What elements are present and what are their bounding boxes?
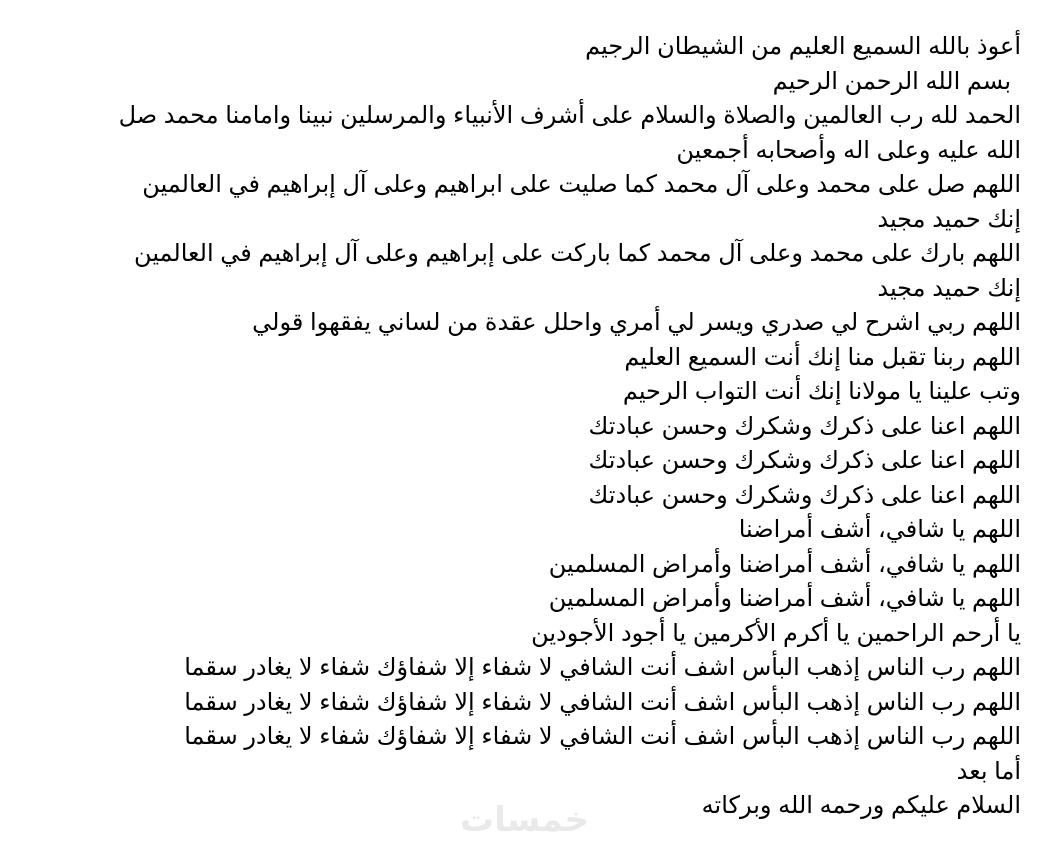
text-line: اللهم رب الناس إذهب البأس اشف أنت الشافي لا شفاء إلا شفاؤك شفاء لا يغادر سقما [184,654,1021,681]
text-line: يا أرحم الراحمين يا أكرم الأكرمين يا أجود الأجودين [531,619,1021,647]
text-line: اللهم اعنا على ذكرك وشكرك وحسن عبادتك [588,481,1021,509]
text-line: اللهم يا شافي، أشف أمراضنا وأمراض المسلمين [548,550,1021,578]
text-line: اللهم رب الناس إذهب البأس اشف أنت الشافي لا شفاء إلا شفاؤك شفاء لا يغادر سقما [184,688,1021,716]
text-line: اللهم يا شافي، أشف أمراضنا وأمراض المسلمين [548,585,1021,612]
text-line: اللهم اعنا على ذكرك وشكرك وحسن عبادتك [588,412,1021,440]
document-text [21,30,1021,824]
text-line: بسم الله الرحمن الرحيم [772,67,1011,95]
text-line: الله عليه وعلى اله وأصحابه أجمعين [676,136,1021,164]
text-line: وتب علينا يا مولانا إنك أنت التواب الرحيم [622,378,1021,405]
text-line: السلام عليكم ورحمه الله وبركاته [701,792,1021,819]
text-line: اللهم يا شافي، أشف أمراضنا [738,516,1021,543]
text-line: اللهم اعنا على ذكرك وشكرك وحسن عبادتك [588,447,1021,474]
text-line: اللهم رب الناس إذهب البأس اشف أنت الشافي لا شفاء إلا شفاؤك شفاء لا يغادر سقما [184,723,1021,750]
text-line: اللهم ربي اشرح لي صدري ويسر لي أمري واحلل عقدة من لساني يفقهوا قولي [252,309,1021,336]
text-line: إنك حميد مجيد [877,274,1021,302]
text-line: اللهم بارك على محمد وعلى آل محمد كما باركت على إبراهيم وعلى آل إبراهيم في العالمين [134,240,1021,267]
text-line: إنك حميد مجيد [877,205,1021,233]
text-line: أما بعد [956,757,1021,785]
text-line: أعوذ بالله السميع العليم من الشيطان الرجيم [585,33,1021,60]
text-line: اللهم ربنا تقبل منا إنك أنت السميع العليم [624,343,1021,371]
text-line: اللهم صل على محمد وعلى آل محمد كما صليت على ابراهيم وعلى آل إبراهيم في العالمين [142,171,1021,198]
watermark-logo: خمسات [460,800,589,840]
text-line: الحمد لله رب العالمين والصلاة والسلام على أشرف الأنبياء والمرسلين نبينا وامامنا محمد صل [118,102,1021,129]
